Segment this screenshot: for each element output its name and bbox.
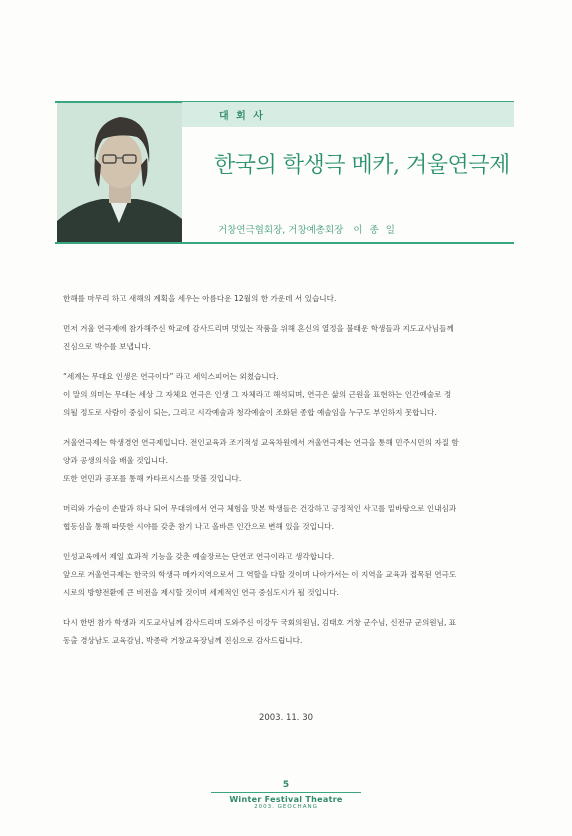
text-line: 동출 경상남도 교육감님, 박종락 거창교육장님께 진심으로 감사드립니다. [63, 636, 303, 645]
text-line: 인성교육에서 제일 효과적 기능을 갖춘 예술장르는 단연코 연극이라고 생각합니다. [63, 552, 335, 561]
text-line: 진심으로 박수를 보냅니다. [63, 342, 151, 351]
author-line [218, 222, 397, 236]
paragraph [63, 548, 513, 602]
author-name: 이 종 일 [353, 225, 397, 236]
text-line: “세계는 무대요 인생은 연극이다” 라고 세익스피어는 외쳤습니다. [63, 372, 279, 381]
paragraph [63, 368, 513, 422]
page-number: 5 [282, 780, 290, 790]
text-line: 머리와 가슴이 손발과 하나 되어 무대위에서 연극 체험을 맛본 학생들은 건강하고 긍정적인 사고를 밑바탕으로 인내심과 [63, 504, 457, 513]
author-photo [57, 103, 182, 242]
text-line: 협동심을 통해 따뜻한 시야를 갖춘 참기 나고 올바른 인간으로 변해 있을 것입니다. [63, 522, 335, 531]
text-line: 의될 정도로 사람이 중심이 되는, 그리고 시각예술과 청각예술이 조화된 종합 예술임을 누구도 부인하지 못합니다. [63, 408, 437, 417]
text-line: 겨울연극제는 학생경연 연극제입니다. 전인교육과 조기적성 교육차원에서 겨울연극제는 연극을 통해 민주시민의 자질 함 [63, 438, 459, 447]
page-title: 한국의 학생극 메카, 겨울연극제 [214, 153, 510, 178]
text-line: 양과 공생의식을 배울 것입니다. [63, 456, 169, 465]
address-body [63, 290, 513, 662]
portrait-image [57, 103, 182, 242]
paragraph [63, 434, 513, 488]
text-line: 한해를 마무리 하고 새해의 계획을 세우는 아름다운 12월의 한 가운데 서 있습니다. [63, 294, 337, 303]
paragraph [63, 290, 513, 308]
text-line: 먼저 겨울 연극제에 참가해주신 학교에 감사드리며 멋있는 작품을 위해 혼신의 열정을 불태운 학생들과 지도교사님들께 [63, 324, 454, 333]
paragraph [63, 500, 513, 536]
footer-subtitle: 2003. GEOCHANG [254, 804, 318, 810]
text-line: 앞으로 겨울연극제는 한국의 학생극 메카지역으로서 그 역할을 다할 것이며 나아가서는 이 지역을 교육과 접목된 연극도 [63, 570, 457, 579]
footer-divider [211, 792, 361, 793]
author-role: 거창연극협회장, 거창예총회장 [218, 225, 344, 236]
section-label: 대 회 사 [219, 111, 265, 122]
paragraph [63, 320, 513, 356]
paragraph [63, 614, 513, 650]
page-footer [0, 780, 572, 810]
date: 2003. 11. 30 [258, 713, 314, 723]
footer-title: Winter Festival Theatre [229, 795, 343, 804]
text-line: 이 말의 의미는 무대는 세상 그 자체요 연극은 인생 그 자체라고 해석되며, 연극은 삶의 근원을 표현하는 인간예술로 정 [63, 390, 452, 399]
text-line: 시로의 방향전환에 큰 비전을 제시할 것이며 세계적인 연극 중심도시가 될 것입니다. [63, 588, 339, 597]
text-line: 다시 한번 참가 학생과 지도교사님께 감사드리며 도와주신 이강두 국회의원님, 김태호 거창 군수님, 신전규 군의원님, 표 [63, 618, 457, 627]
text-line: 또한 연민과 공포를 통해 카타르시스를 맛볼 것입니다. [63, 474, 242, 483]
